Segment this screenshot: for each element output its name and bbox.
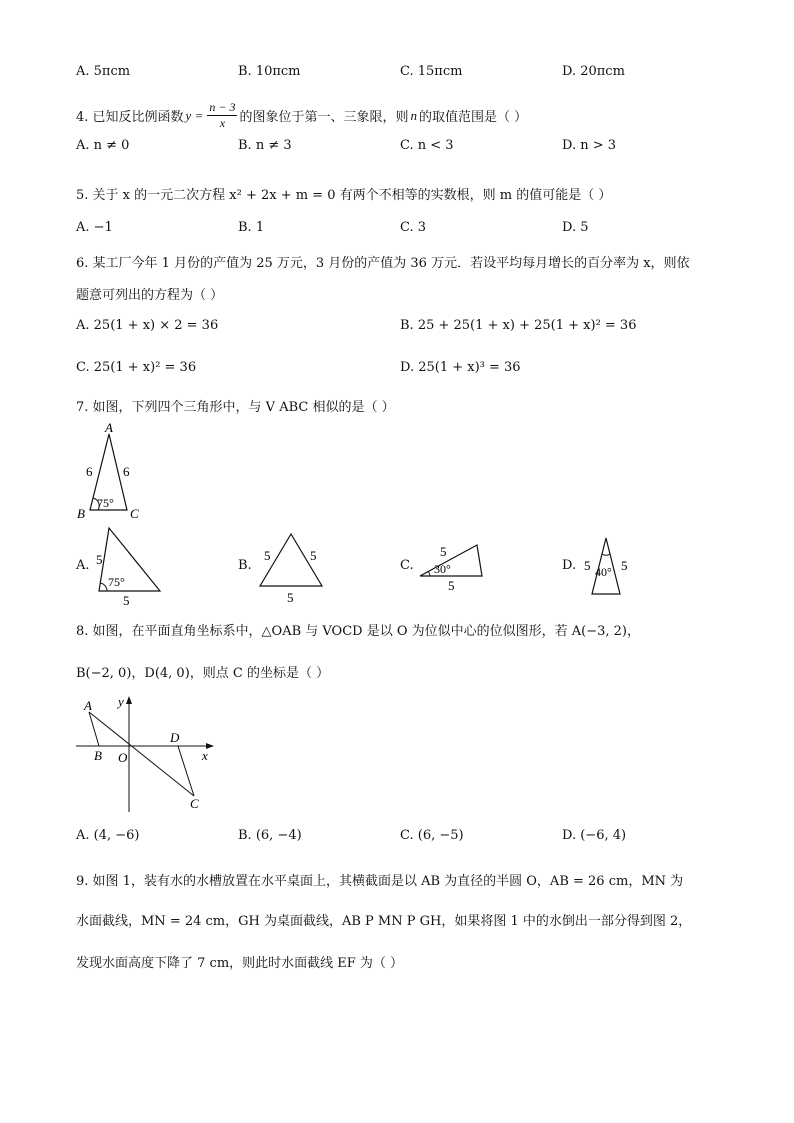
q8-option-b[interactable]: B. (6, −4) [238,828,302,843]
q7-opt-c-side1: 5 [440,544,447,559]
q6-option-b[interactable]: B. 25 + 25(1 + x) + 25(1 + x)² = 36 [400,318,637,333]
q5-option-a[interactable]: A. −1 [76,220,113,235]
q9-stem-line3: 发现水面高度下降了 7 cm，则此时水面截线 EF 为（ ） [76,956,404,971]
q7-opt-d-side2: 5 [621,558,628,573]
q6-option-c[interactable]: C. 25(1 + x)² = 36 [76,360,197,375]
q7-option-c-triangle[interactable] [416,538,496,594]
q4-func-denominator: x [219,116,226,130]
q3-option-b[interactable]: B. 10πcm [238,64,301,79]
q8-option-d[interactable]: D. (−6, 4) [562,828,627,843]
q9-stem-line2: 水面截线，MN = 24 cm，GH 为桌面截线，AB P MN P GH，如果将图 1 中的水倒出一部分得到图 2， [76,914,692,929]
q4-stem-a: 4. 已知反比例函数 [76,110,184,125]
q4-stem [76,100,527,131]
q8-stem-line1: 8. 如图，在平面直角坐标系中，△OAB 与 VOCD 是以 O 为位似中心的位似图形，若 A(−3, 2)， [76,624,641,639]
q7-option-b-letter[interactable]: B. [238,558,252,573]
q8-axis-x-label: x [202,748,208,763]
q8-axis-y-label: y [118,694,124,709]
q7-opt-a-side1: 5 [96,552,103,567]
q4-fraction [207,100,237,131]
q7-opt-d-angle: 40° [595,565,612,579]
q7-opt-c-angle: 30° [434,562,451,576]
q8-option-c[interactable]: C. (6, −5) [400,828,464,843]
q7-option-b-triangle[interactable] [252,528,332,606]
q7-opt-a-angle: 75° [108,575,125,589]
q4-option-a[interactable]: A. n ≠ 0 [76,138,130,153]
q7-ref-angle: 75° [97,496,114,510]
q4-option-b[interactable]: B. n ≠ 3 [238,138,292,153]
q8-point-c: C [190,796,199,811]
q4-stem-b: 的图象位于第一、三象限，则 [239,110,409,125]
q6-stem-line2: 题意可列出的方程为（ ） [76,288,224,303]
q8-point-a: A [84,698,92,713]
q4-stem-c: 的取值范围是（ ） [418,110,528,125]
q5-stem: 5. 关于 x 的一元二次方程 x² + 2x + m = 0 有两个不相等的实数根，则 m 的值可能是（ ） [76,188,612,203]
q4-func-y: y = [185,107,204,123]
q6-option-a[interactable]: A. 25(1 + x) × 2 = 36 [76,318,219,333]
q8-point-o: O [118,750,128,765]
q7-ref-side-right: 6 [123,464,130,479]
q8-stem-line2: B(−2, 0)，D(4, 0)，则点 C 的坐标是（ ） [76,666,330,681]
q4-option-d[interactable]: D. n > 3 [562,138,617,153]
q8-option-a[interactable]: A. (4, −6) [76,828,140,843]
q7-option-d-triangle[interactable] [580,534,636,598]
q6-stem-line1: 6. 某工厂今年 1 月份的产值为 25 万元，3 月份的产值为 36 万元．若设平均每月增长的百分率为 x，则依 [76,256,690,271]
q7-option-c-letter[interactable]: C. [400,558,414,573]
q7-opt-a-side2: 5 [123,593,130,608]
q7-stem: 7. 如图，下列四个三角形中，与 V ABC 相似的是（ ） [76,400,395,415]
q7-ref-label-a: A [105,420,113,435]
q7-opt-c-side2: 5 [448,578,455,593]
q7-option-a-letter[interactable]: A. [76,558,90,573]
q5-option-d[interactable]: D. 5 [562,220,589,235]
q4-var-n: n [410,107,417,123]
q7-ref-side-left: 6 [86,464,93,479]
q7-ref-label-b: B [77,506,85,521]
q7-reference-triangle [72,420,152,524]
q5-option-c[interactable]: C. 3 [400,220,427,235]
q6-option-d[interactable]: D. 25(1 + x)³ = 36 [400,360,521,375]
q9-stem-line1: 9. 如图 1，装有水的水槽放置在水平桌面上，其横截面是以 AB 为直径的半圆 O，AB = 26 cm，MN 为 [76,874,684,889]
q8-point-b: B [94,748,102,763]
q8-coordinate-figure [72,690,222,816]
q7-ref-label-c: C [130,506,139,521]
q3-option-a[interactable]: A. 5πcm [76,64,131,79]
q7-option-d-letter[interactable]: D. [562,558,577,573]
q5-option-b[interactable]: B. 1 [238,220,265,235]
q7-opt-d-side1: 5 [584,558,591,573]
q4-func-numerator: n − 3 [209,100,236,114]
q7-opt-b-side2: 5 [310,548,317,563]
q8-point-d: D [170,730,180,745]
q4-option-c[interactable]: C. n < 3 [400,138,454,153]
q7-opt-b-side3: 5 [287,590,294,605]
q3-option-c[interactable]: C. 15πcm [400,64,463,79]
q7-opt-b-side1: 5 [264,548,271,563]
q3-option-d[interactable]: D. 20πcm [562,64,625,79]
q7-option-a-triangle[interactable] [90,524,170,608]
